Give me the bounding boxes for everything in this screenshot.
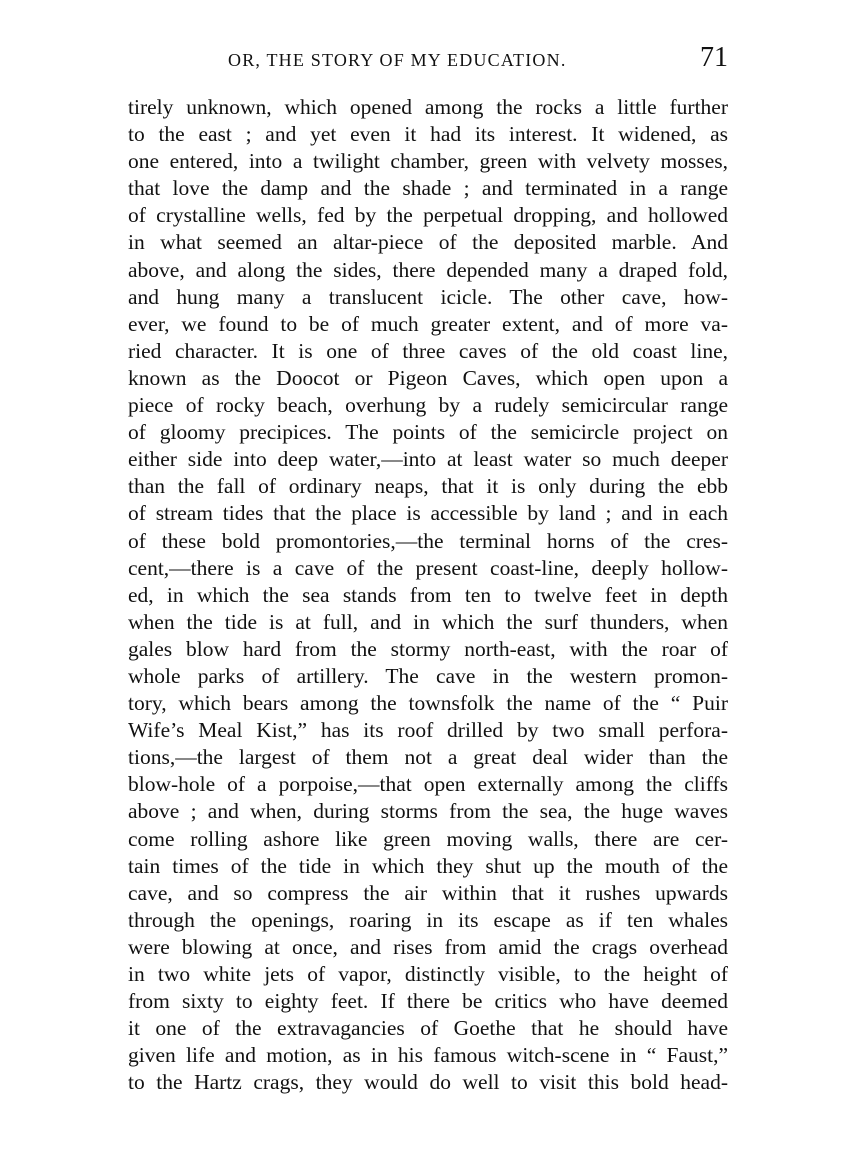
text-line: ed, in which the sea stands from ten to twelve feet in depth: [128, 582, 728, 607]
body-text: [128, 94, 728, 1096]
text-line: through the openings, roaring in its escape as if ten whales: [128, 907, 728, 932]
text-line: above ; and when, during storms from the sea, the huge waves: [128, 799, 728, 824]
text-line: come rolling ashore like green moving walls, there are cer-: [128, 826, 728, 851]
text-line: whole parks of artillery. The cave in the western promon-: [128, 663, 728, 688]
text-line: cave, and so compress the air within that it rushes upwards: [128, 880, 728, 905]
text-line: it one of the extravagancies of Goethe that he should have: [128, 1016, 728, 1041]
text-line: to the east ; and yet even it had its interest. It widened, as: [128, 122, 728, 147]
text-line: were blowing at once, and rises from amid the crags overhead: [128, 934, 728, 959]
text-line: of stream tides that the place is accessible by land ; and in each: [128, 501, 728, 526]
text-line: either side into deep water,—into at least water so much deeper: [128, 447, 728, 472]
text-line: blow-hole of a porpoise,—that open externally among the cliffs: [128, 772, 728, 797]
text-line: of gloomy precipices. The points of the semicircle project on: [128, 420, 728, 445]
text-line: known as the Doocot or Pigeon Caves, which open upon a: [128, 365, 728, 390]
text-line: ever, we found to be of much greater extent, and of more va-: [128, 311, 728, 336]
text-line: than the fall of ordinary neaps, that it is only during the ebb: [128, 474, 728, 499]
text-line: tirely unknown, which opened among the rocks a little further: [128, 95, 728, 119]
text-line: cent,—there is a cave of the present coast-line, deeply hollow-: [128, 555, 728, 580]
text-line: above, and along the sides, there depended many a draped fold,: [128, 257, 728, 282]
page-number: 71: [700, 42, 728, 73]
text-line: Wife’s Meal Kist,” has its roof drilled by two small perfora-: [128, 718, 728, 743]
text-line: of crystalline wells, fed by the perpetual dropping, and hollowed: [128, 203, 728, 228]
text-line: from sixty to eighty feet. If there be critics who have deemed: [128, 989, 728, 1014]
text-line: of these bold promontories,—the terminal horns of the cres-: [128, 528, 728, 553]
text-line: to the Hartz crags, they would do well to visit this bold head-: [128, 1070, 728, 1095]
text-line: in two white jets of vapor, distinctly visible, to the height of: [128, 962, 728, 986]
text-line: given life and motion, as in his famous witch-scene in “ Faust,”: [128, 1043, 728, 1068]
running-title: OR, THE STORY OF MY EDUCATION.: [228, 50, 567, 70]
text-line: in what seemed an altar-piece of the deposited marble. And: [128, 230, 728, 255]
text-line: piece of rocky beach, overhung by a rudely semicircular range: [128, 393, 728, 418]
text-line: one entered, into a twilight chamber, green with velvety mosses,: [128, 149, 728, 174]
text-line: tory, which bears among the townsfolk the name of the “ Puir: [128, 691, 728, 716]
running-head: [128, 40, 732, 80]
text-line: that love the damp and the shade ; and terminated in a range: [128, 176, 728, 201]
text-line: when the tide is at full, and in which the surf thunders, when: [128, 609, 728, 634]
text-line: tions,—the largest of them not a great deal wider than the: [128, 745, 728, 770]
text-line: gales blow hard from the stormy north-east, with the roar of: [128, 636, 728, 661]
text-line: tain times of the tide in which they shut up the mouth of the: [128, 853, 728, 878]
text-line: ried character. It is one of three caves of the old coast line,: [128, 338, 728, 363]
text-line: and hung many a translucent icicle. The other cave, how-: [128, 284, 728, 309]
